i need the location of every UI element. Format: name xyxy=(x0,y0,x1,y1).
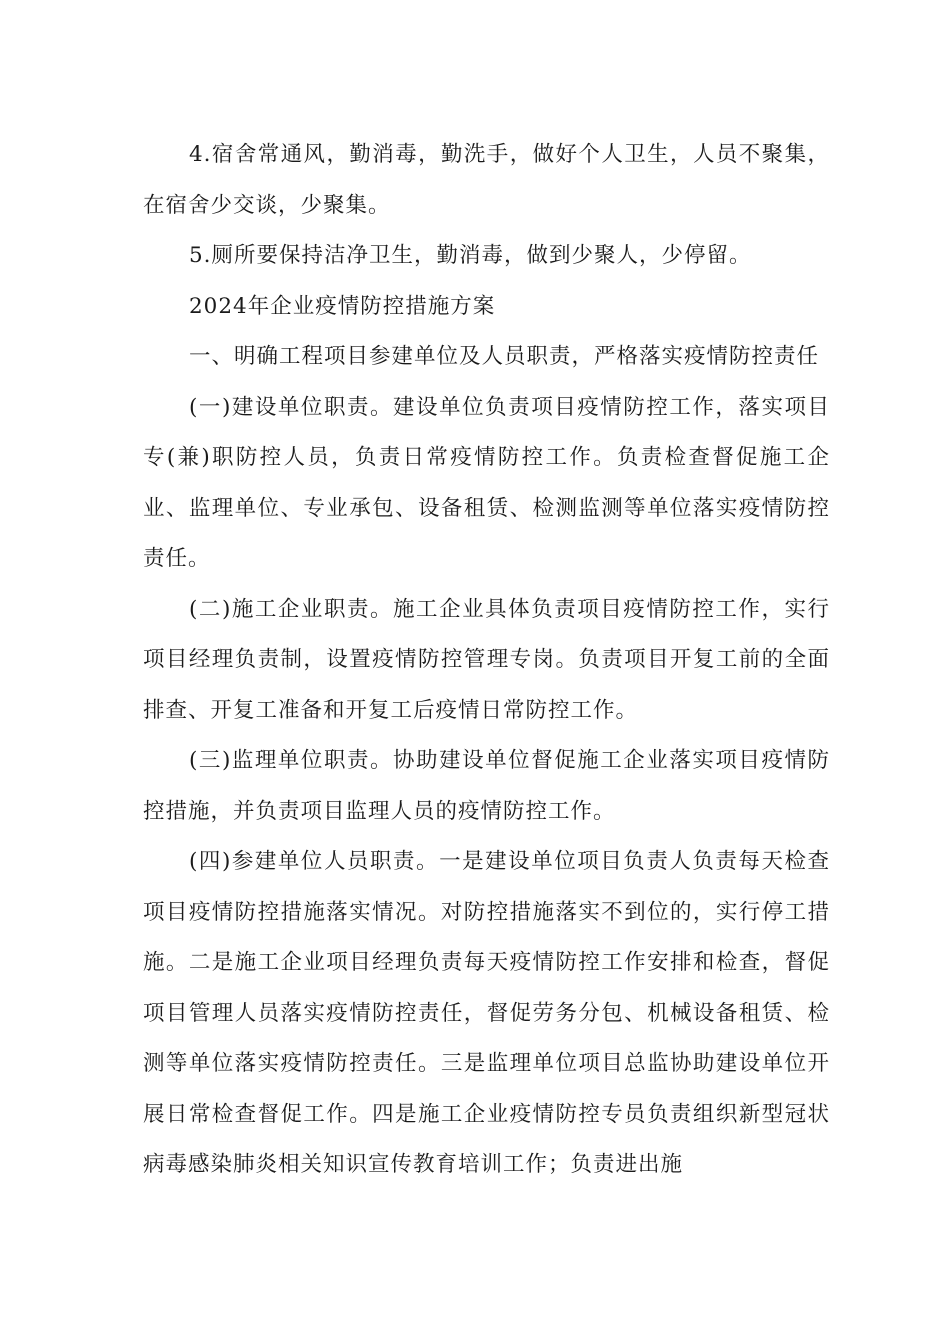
paragraph-contractor-duties: (二)施工企业职责。施工企业具体负责项目疫情防控工作，实行项目经理负责制，设置疫情防控管理专岗。负责项目开复工前的全面排查、开复工准备和开复工后疫情日常防控工作。 xyxy=(143,596,830,723)
paragraph-supervision-duties: (三)监理单位职责。协助建设单位督促施工企业落实项目疫情防控措施，并负责项目监理人员的疫情防控工作。 xyxy=(143,748,830,824)
paragraph-personnel-duties: (四)参建单位人员职责。一是建设单位项目负责人负责每天检查项目疫情防控措施落实情况。对防控措施落实不到位的，实行停工措施。二是施工企业项目经理负责每天疫情防控工作安排和检查，督促项目管理人员落实疫情防控责任，督促劳务分包、机械设备租赁、检测等单位落实疫情防控责任。三是监理单位项目总监协助建设单位开展日常检查督促工作。四是施工企业疫情防控专员负责组织新型冠状病毒感染肺炎相关知识宣传教育培训工作；负责进出施 xyxy=(143,849,830,1177)
paragraph-toilet-rules: 5.厕所要保持洁净卫生，勤消毒，做到少聚人，少停留。 xyxy=(189,243,752,268)
document-title: 2024年企业疫情防控措施方案 xyxy=(189,293,496,319)
paragraph-dormitory-rules: 4.宿舍常通风，勤消毒，勤洗手，做好个人卫生，人员不聚集，在宿舍少交谈，少聚集。 xyxy=(143,142,830,218)
section-heading-responsibilities: 一、明确工程项目参建单位及人员职责，严格落实疫情防控责任 xyxy=(189,344,820,369)
paragraph-construction-unit-duties: (一)建设单位职责。建设单位负责项目疫情防控工作，落实项目专(兼)职防控人员，负责日常疫情防控工作。负责检查督促施工企业、监理单位、专业承包、设备租赁、检测监测等单位落实疫情防控责任。 xyxy=(143,394,830,571)
